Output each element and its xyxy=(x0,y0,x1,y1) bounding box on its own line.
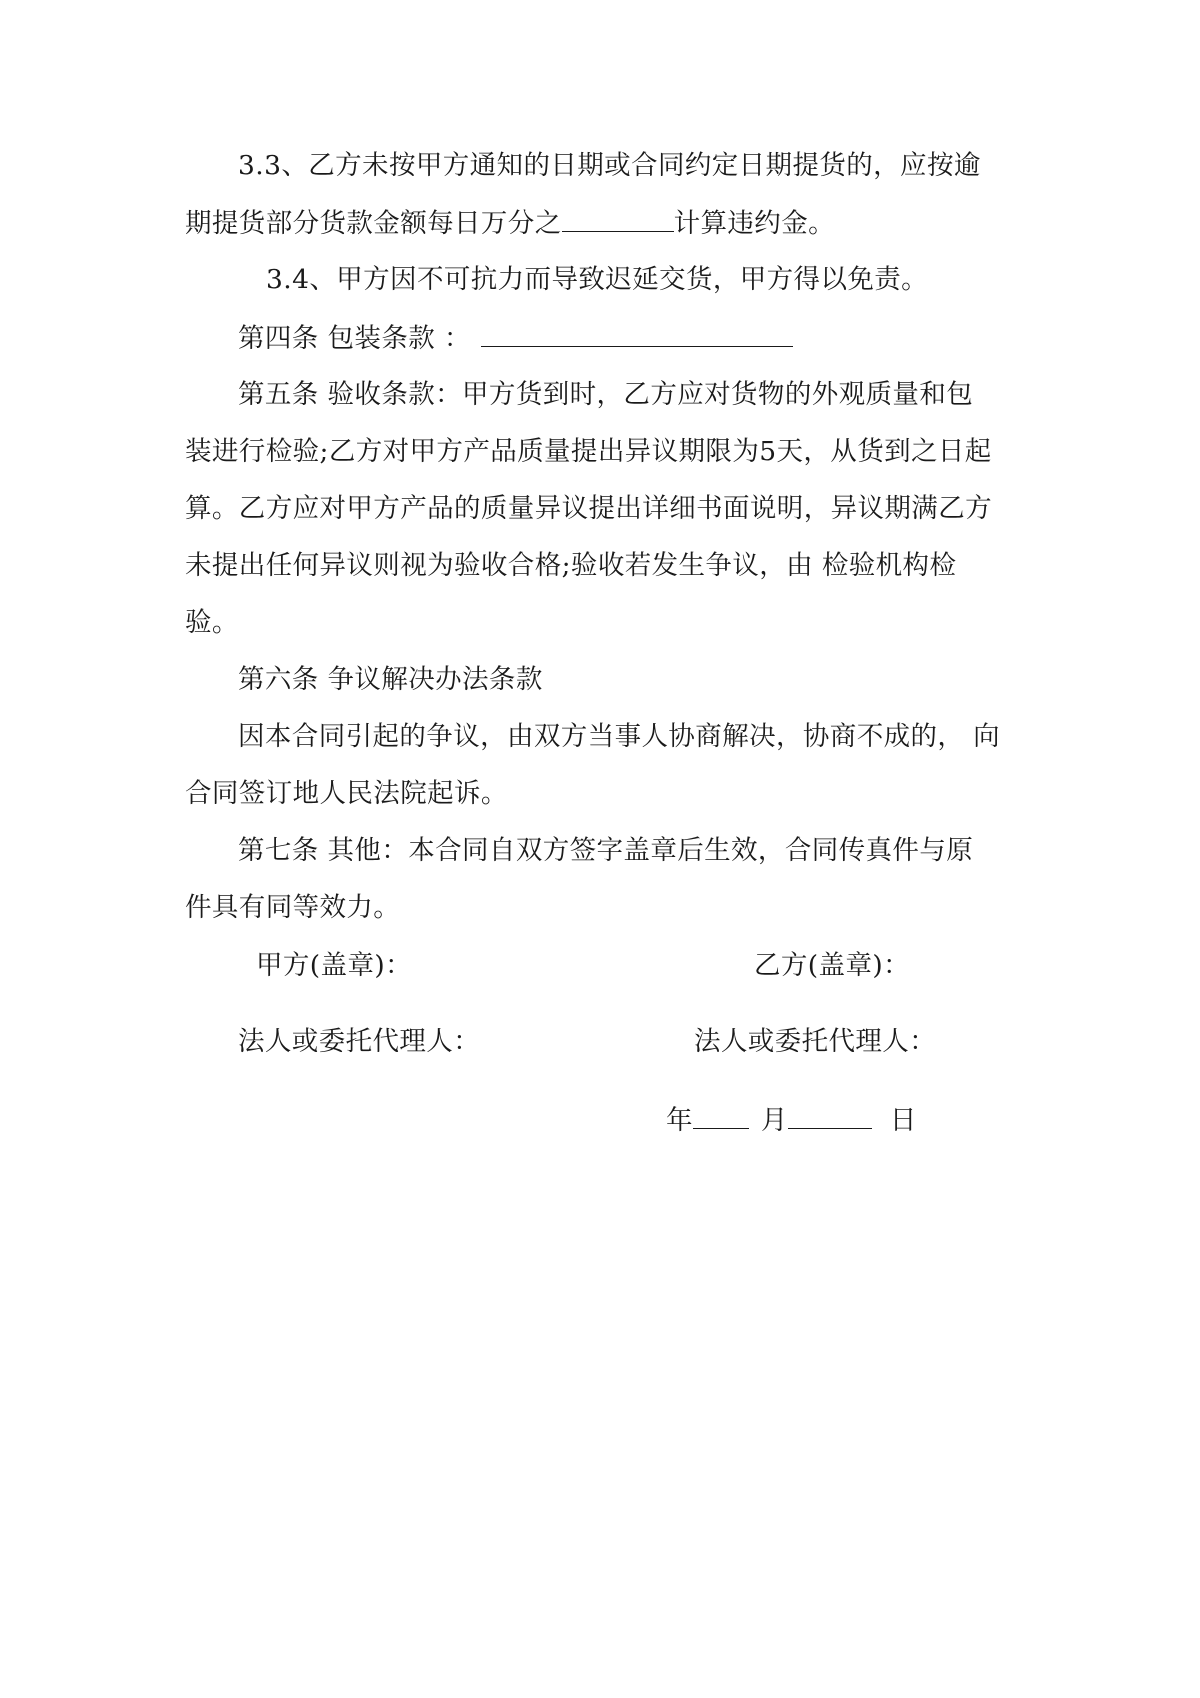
article-6-line-2: 合同签订地人民法院起诉。 xyxy=(185,778,508,809)
clause-3-4: 3.4、甲方因不可抗力而导致迟延交货，甲方得以免责。 xyxy=(266,264,929,295)
party-b-seal-label: 乙方(盖章)： xyxy=(754,950,910,981)
penalty-rate-blank[interactable] xyxy=(562,207,674,232)
clause-3-3-text-after-blank: 计算违约金。 xyxy=(673,208,836,239)
article-4-label: 第四条 包装条款 ： xyxy=(238,323,471,354)
article-7-line-1: 第七条 其他：本合同自双方签字盖章后生效，合同传真件与原 xyxy=(238,835,974,866)
article-6-title: 第六条 争议解决办法条款 xyxy=(238,664,543,695)
date-year-label: 年 xyxy=(666,1105,693,1136)
article-5-line-4: 未提出任何异议则视为验收合格;验收若发生争议，由 检验机构检 xyxy=(185,550,957,581)
article-6-line-1: 因本合同引起的争议，由双方当事人协商解决，协商不成的， 向 xyxy=(238,721,1001,752)
clause-3-3-line-1: 3.3、乙方未按甲方通知的日期或合同约定日期提货的，应按逾 xyxy=(238,150,981,181)
date-year-blank[interactable] xyxy=(693,1104,749,1129)
article-5-line-3: 算。乙方应对甲方产品的质量异议提出详细书面说明，异议期满乙方 xyxy=(185,493,992,524)
article-5-line-1: 第五条 验收条款：甲方货到时，乙方应对货物的外观质量和包 xyxy=(238,379,974,410)
date-month-label: 月 xyxy=(760,1105,788,1136)
article-5-line-5: 验。 xyxy=(185,607,239,638)
clause-3-3-line-2 xyxy=(185,207,835,240)
party-a-representative-label: 法人或委托代理人： xyxy=(238,1026,481,1057)
party-a-seal-label: 甲方(盖章)： xyxy=(256,950,412,981)
clause-3-3-text-before-blank: 期提货部分货款金额每日万分之 xyxy=(185,208,562,239)
article-4-line xyxy=(238,322,793,355)
article-7-line-2: 件具有同等效力。 xyxy=(185,892,401,923)
date-month-blank[interactable] xyxy=(788,1104,872,1129)
signing-date xyxy=(666,1104,917,1137)
party-b-representative-label: 法人或委托代理人： xyxy=(694,1026,937,1057)
packaging-terms-blank[interactable] xyxy=(481,322,793,347)
date-day-label: 日 xyxy=(889,1105,917,1136)
article-5-line-2: 装进行检验;乙方对甲方产品质量提出异议期限为5天，从货到之日起 xyxy=(185,436,992,467)
